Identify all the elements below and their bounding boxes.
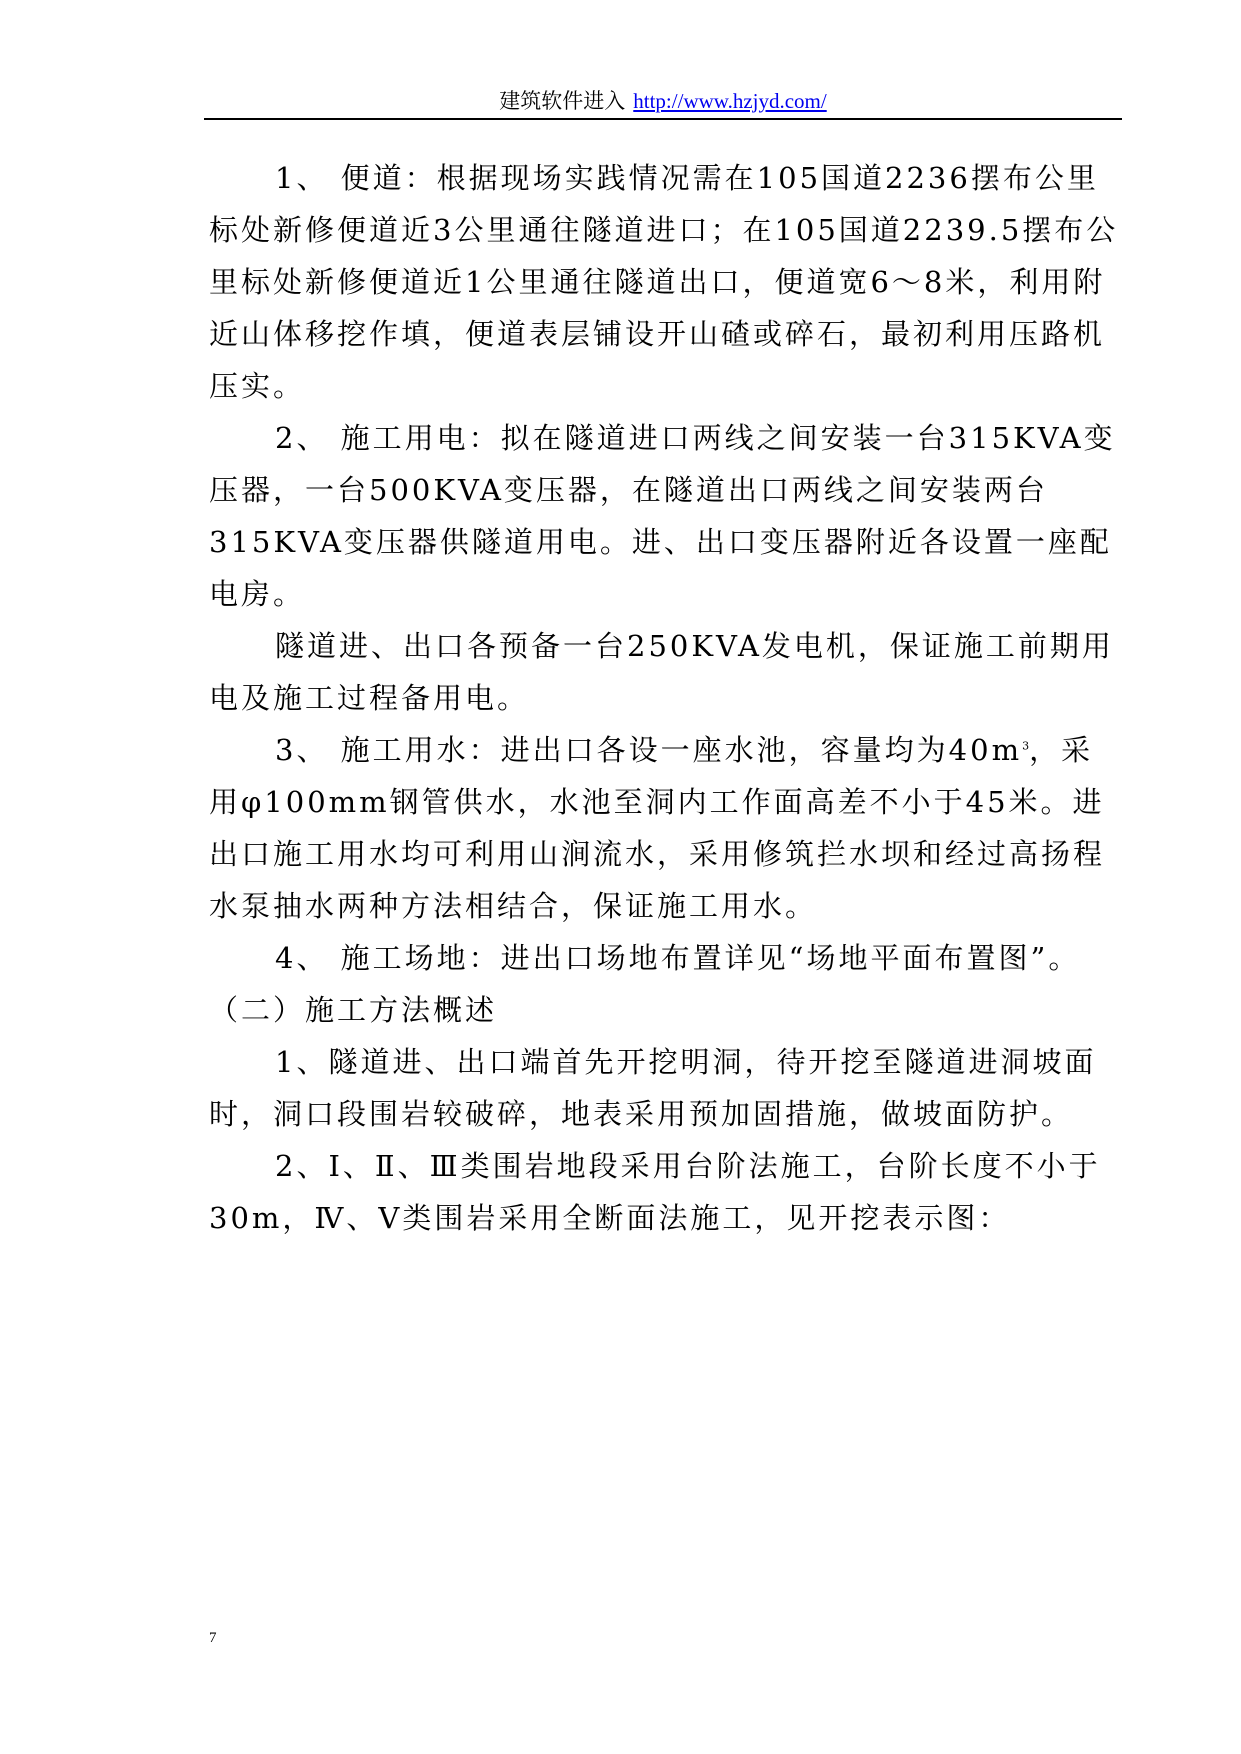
header-text: 建筑软件进入 — [499, 89, 626, 113]
paragraph-power-supply: 2、 施工用电：拟在隧道进口两线之间安装一台315KVA变压器，一台500KVA变压器，在隧道出口两线之间安装两台315KVA变压器供隧道用电。进、出口变压器附近各设置一座配电房。 — [209, 421, 1116, 611]
page-number: 7 — [209, 1630, 217, 1646]
water-text-after: ，采用φ100mm钢管供水，水池至洞内工作面高差不小于45米。进出口施工用水均可利用山涧流水，采用修筑拦水坝和经过高扬程水泵抽水两种方法相结合，保证施工用水。 — [209, 733, 1106, 923]
paragraph-portal-excavation: 1、隧道进、出口端首先开挖明洞，待开挖至隧道进洞坡面时，洞口段围岩较破碎，地表采用预加固措施，做坡面防护。 — [209, 1045, 1097, 1131]
paragraph-site: 4、 施工场地：进出口场地布置详见“场地平面布置图”。 — [275, 941, 1081, 975]
cubic-superscript: 3 — [1022, 739, 1030, 753]
paragraph-bench-method: 2、Ⅰ、Ⅱ、Ⅲ类围岩地段采用台阶法施工，台阶长度不小于30m，Ⅳ、Ⅴ类围岩采用全断面法施工，见开挖表示图： — [209, 1149, 1101, 1235]
section-heading: （二）施工方法概述 — [209, 993, 498, 1027]
paragraph-generator: 隧道进、出口各预备一台250KVA发电机，保证施工前期用电及施工过程备用电。 — [209, 629, 1114, 715]
paragraph-access-road: 1、 便道：根据现场实践情况需在105国道2236摆布公里标处新修便道近3公里通往隧道进口；在105国道2239.5摆布公里标处新修便道近1公里通往隧道出口，便道宽6～8米，利用附近山体移挖作填，便道表层铺设开山碴或碎石，最初利用压路机压实。 — [209, 161, 1119, 403]
header-link[interactable]: http://www.hzjyd.com/ — [633, 89, 827, 113]
water-text-before: 3、 施工用水：进出口各设一座水池，容量均为40m — [275, 733, 1023, 767]
paragraph-water-supply — [209, 724, 1119, 932]
header-rule — [204, 118, 1122, 120]
page-header — [204, 88, 1122, 114]
document-body — [209, 152, 1119, 1244]
